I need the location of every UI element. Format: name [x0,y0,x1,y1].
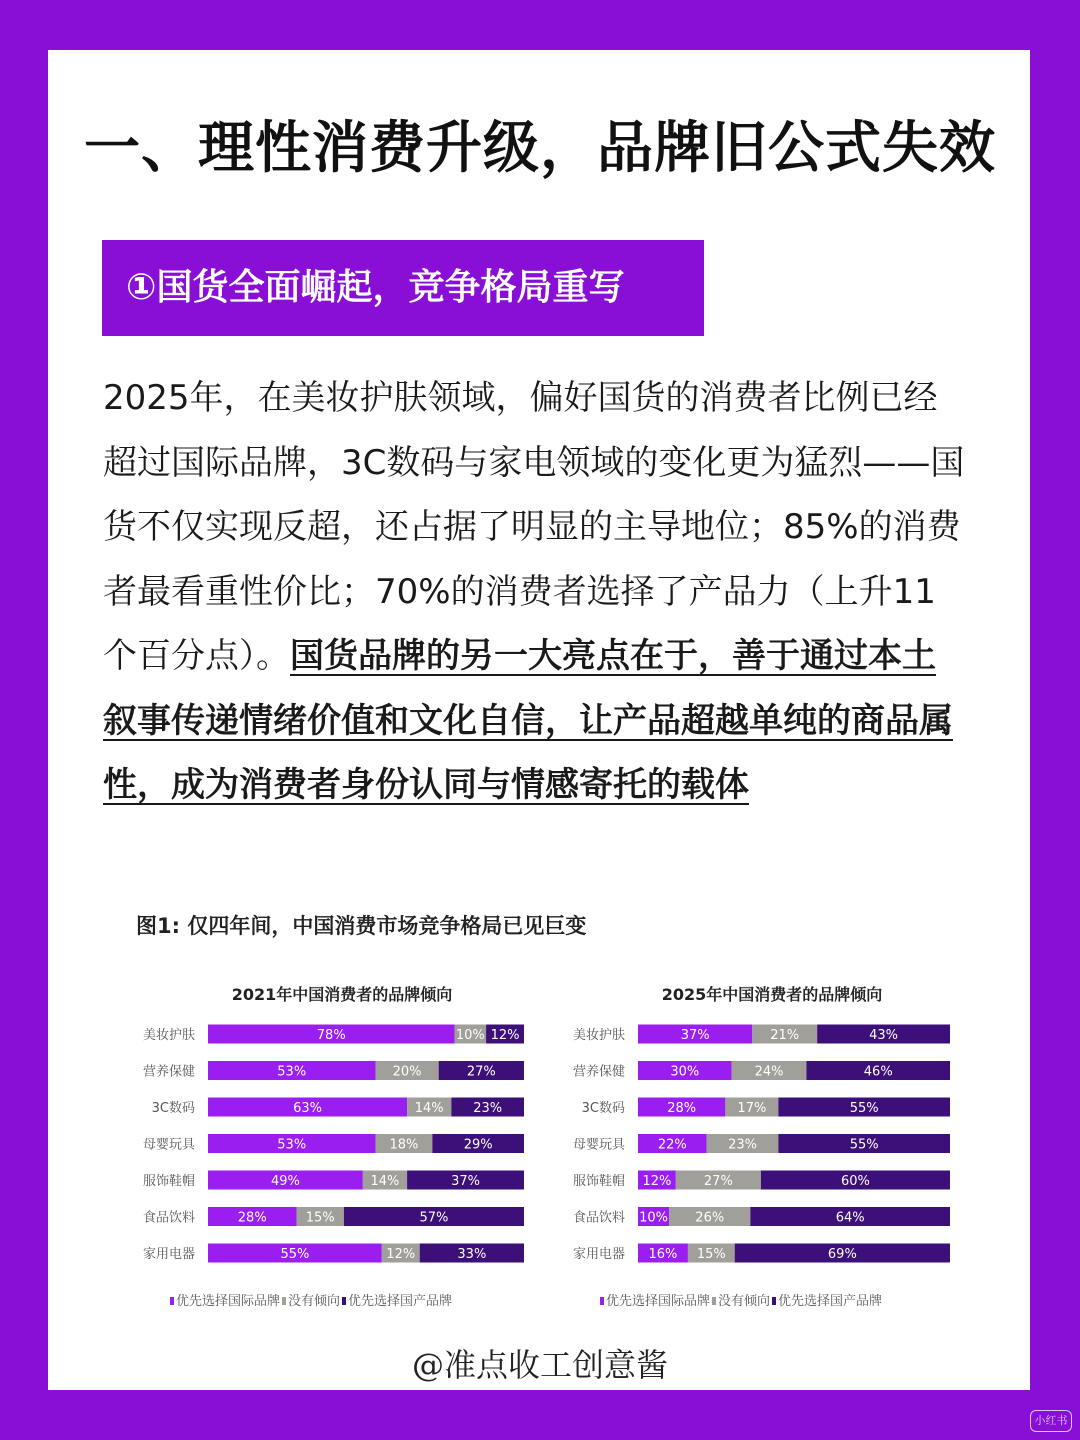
data-label: 37% [451,1174,480,1189]
data-label: 14% [370,1174,400,1189]
data-label: 15% [696,1247,726,1262]
data-label: 53% [277,1137,307,1153]
xiaohongshu-logo: 小红书 [1030,1410,1072,1432]
category-label: 3C数码 [581,1101,625,1116]
data-label: 69% [827,1247,857,1262]
legend-swatch [600,1297,604,1305]
data-label: 27% [703,1174,733,1189]
data-label: 30% [670,1064,700,1080]
data-label: 16% [648,1247,678,1262]
data-label: 63% [293,1101,322,1116]
data-label: 12% [490,1028,520,1043]
data-label: 28% [667,1101,697,1116]
category-label: 美妆护肤 [142,1028,195,1043]
data-label: 17% [737,1101,767,1116]
data-label: 64% [835,1210,865,1226]
data-label: 46% [863,1064,893,1080]
data-label: 20% [392,1064,422,1080]
data-label: 24% [754,1064,784,1080]
legend-label: 优先选择国产品牌 [778,1294,883,1309]
data-label: 55% [849,1137,879,1153]
data-label: 10% [639,1210,669,1226]
brand-preference-charts [120,975,960,1325]
data-label: 23% [473,1101,503,1116]
category-label: 家用电器 [572,1247,625,1262]
body-plain-text: 2025年，在美妆护肤领域，偏好国货的消费者比例已经超过国际品牌，3C数码与家电领域的变化更为猛烈——国货不仅实现反超，还占据了明显的主导地位；85%的消费者最看重性价比；70%的消费者选择了产品力（上升11个百分点）。 [103,378,965,676]
page-title: 一、理性消费升级，品牌旧公式失效 [84,116,996,181]
data-label: 10% [455,1028,485,1043]
legend-label: 优先选择国际品牌 [176,1294,281,1309]
section-heading: ①国货全面崛起，竞争格局重写 [102,240,704,336]
data-label: 27% [466,1064,496,1080]
category-label: 3C数码 [151,1101,195,1116]
data-label: 26% [695,1210,725,1226]
category-label: 食品饮料 [572,1210,625,1226]
data-label: 15% [305,1210,335,1226]
legend-label: 优先选择国际品牌 [606,1294,711,1309]
category-label: 母婴玩具 [142,1137,195,1153]
legend-swatch [772,1297,776,1305]
data-label: 43% [869,1028,899,1043]
category-label: 服饰鞋帽 [572,1174,625,1189]
figure-title: 图1: 仅四年间，中国消费市场竞争格局已见巨变 [136,914,587,938]
category-label: 美妆护肤 [572,1028,625,1043]
data-label: 22% [657,1137,687,1153]
data-label: 28% [237,1210,267,1226]
data-label: 78% [316,1028,346,1043]
body-text [103,366,969,818]
data-label: 57% [419,1210,449,1226]
category-label: 营养保健 [572,1064,625,1080]
legend-swatch [712,1297,716,1305]
data-label: 55% [849,1101,879,1116]
data-label: 12% [642,1174,672,1189]
data-label: 21% [770,1028,800,1043]
data-label: 53% [277,1064,307,1080]
legend-swatch [282,1297,286,1305]
chart-title: 2025年中国消费者的品牌倾向 [661,985,883,1004]
category-label: 家用电器 [142,1247,195,1262]
legend-swatch [342,1297,346,1305]
data-label: 60% [841,1174,870,1189]
category-label: 食品饮料 [142,1210,195,1226]
category-label: 营养保健 [142,1064,195,1080]
legend-label: 优先选择国产品牌 [348,1294,453,1309]
data-label: 33% [457,1247,487,1262]
data-label: 18% [389,1137,419,1153]
category-label: 母婴玩具 [572,1137,625,1153]
legend-label: 没有倾向 [288,1294,341,1309]
body-underlined-text: 国货品牌的另一大亮点在于，善于通过本土叙事传递情绪价值和文化自信，让产品超越单纯的商品属性，成为消费者身份认同与情感寄托的载体 [103,636,953,805]
data-label: 14% [414,1101,444,1116]
legend-swatch [170,1297,174,1305]
data-label: 12% [386,1247,416,1262]
legend-label: 没有倾向 [718,1294,771,1309]
data-label: 37% [680,1028,710,1043]
data-label: 29% [463,1137,493,1153]
chart-title: 2021年中国消费者的品牌倾向 [231,985,453,1004]
data-label: 55% [280,1247,310,1262]
data-label: 49% [270,1174,300,1189]
author-watermark: @准点收工创意酱 [411,1346,668,1384]
data-label: 23% [728,1137,757,1153]
category-label: 服饰鞋帽 [142,1174,195,1189]
